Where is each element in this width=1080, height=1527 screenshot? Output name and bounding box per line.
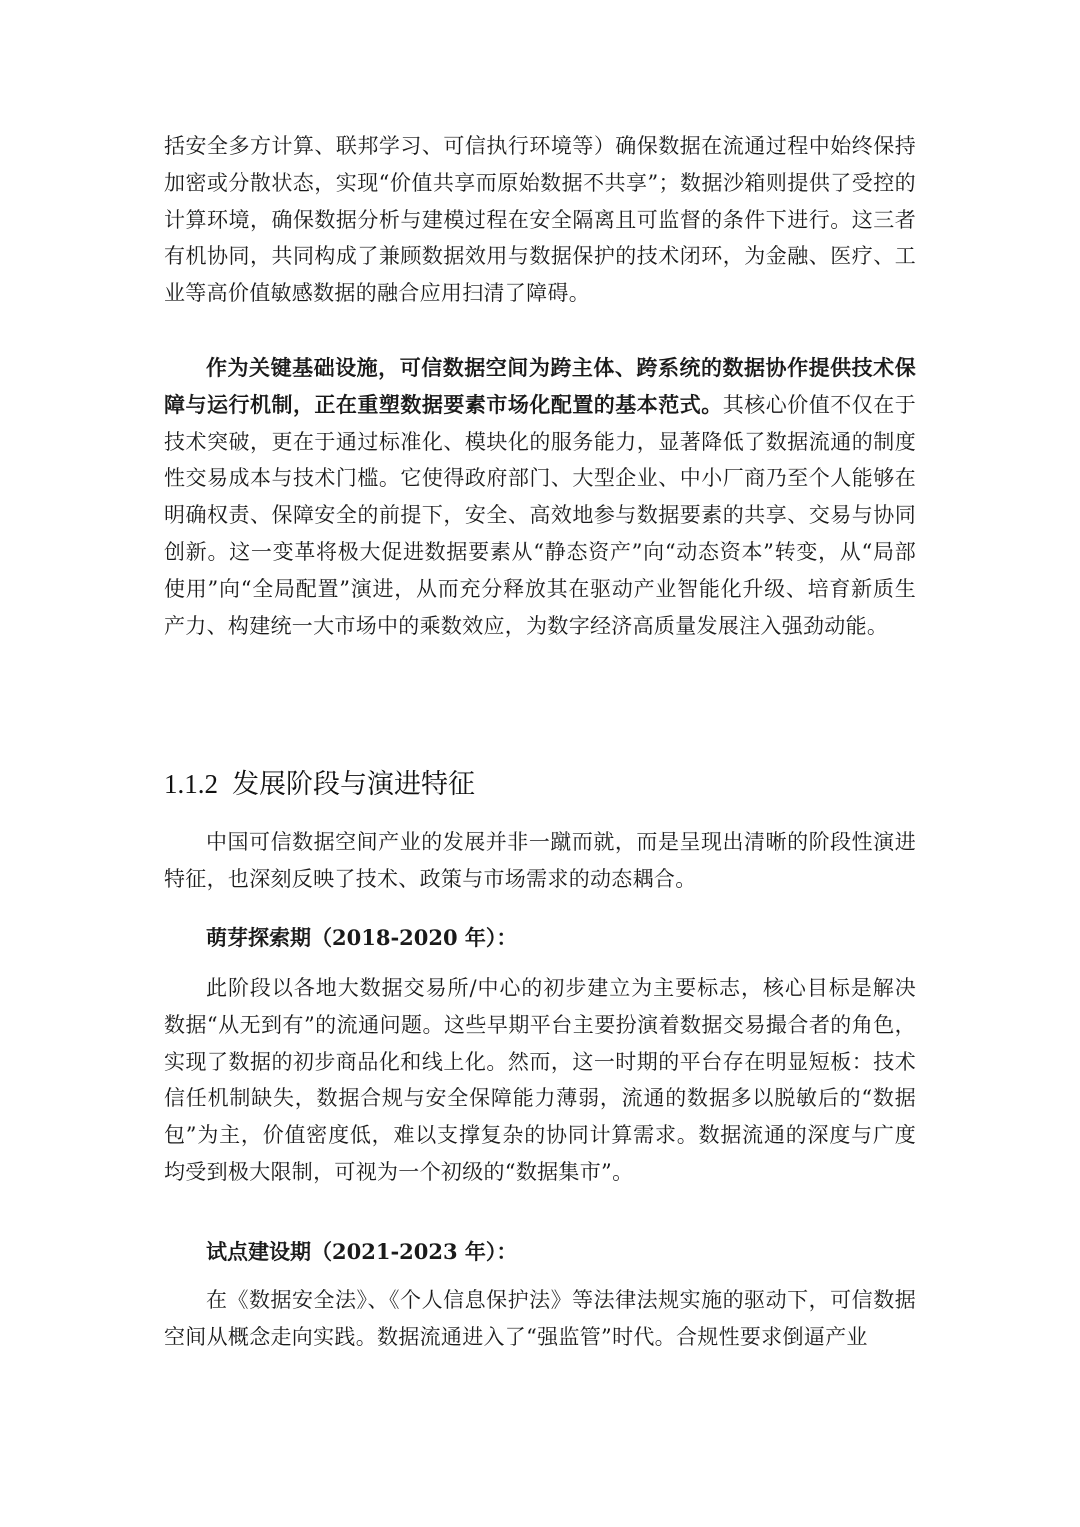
paragraph-infrastructure-bold: 作为关键基础设施，可信数据空间为跨主体、跨系统的数据协作提供技术保障与运行机制，正在重塑数据要素市场化配置的基本范式。	[164, 355, 916, 417]
section-number: 1.1.2	[164, 769, 218, 799]
paragraph-tech-loop: 括安全多方计算、联邦学习、可信执行环境等）确保数据在流通过程中始终保持加密或分散状态，实现“价值共享而原始数据不共享”；数据沙箱则提供了受控的计算环境，确保数据分析与建模过程在安全隔离且可监督的条件下进行。这三者有机协同，共同构成了兼顾数据效用与数据保护的技术闭环，为金融、医疗、工业等高价值敏感数据的融合应用扫清了障碍。	[164, 134, 916, 306]
stage-heading-pilot: 试点建设期（2021-2023 年）：	[206, 1239, 518, 1264]
stage-heading-exploration: 萌芽探索期（2018-2020 年）：	[206, 925, 518, 950]
section-heading	[164, 764, 475, 805]
section-title: 发展阶段与演进特征	[232, 769, 475, 800]
paragraph-exploration: 此阶段以各地大数据交易所/中心的初步建立为主要标志，核心目标是解决数据“从无到有”的流通问题。这些早期平台主要扮演着数据交易撮合者的角色，实现了数据的初步商品化和线上化。然而，这一时期的平台存在明显短板：技术信任机制缺失，数据合规与安全保障能力薄弱，流通的数据多以脱敏后的“数据包”为主，价值密度低，难以支撑复杂的协同计算需求。数据流通的深度与广度均受到极大限制，可视为一个初级的“数据集市”。	[164, 976, 916, 1184]
paragraph-intro: 中国可信数据空间产业的发展并非一蹴而就，而是呈现出清晰的阶段性演进特征，也深刻反映了技术、政策与市场需求的动态耦合。	[164, 830, 916, 891]
paragraph-pilot: 在《数据安全法》、《个人信息保护法》等法律法规实施的驱动下，可信数据空间从概念走向实践。数据流通进入了“强监管”时代。合规性要求倒逼产业	[164, 1288, 916, 1349]
paragraph-infrastructure	[164, 350, 916, 644]
paragraph-infrastructure-rest: 其核心价值不仅在于技术突破，更在于通过标准化、模块化的服务能力，显著降低了数据流通的制度性交易成本与技术门槛。它使得政府部门、大型企业、中小厂商乃至个人能够在明确权责、保障安全的前提下，安全、高效地参与数据要素的共享、交易与协同创新。这一变革将极大促进数据要素从“静态资产”向“动态资本”转变，从“局部使用”向“全局配置”演进，从而充分释放其在驱动产业智能化升级、培育新质生产力、构建统一大市场中的乘数效应，为数字经济高质量发展注入强劲动能。	[164, 392, 916, 638]
